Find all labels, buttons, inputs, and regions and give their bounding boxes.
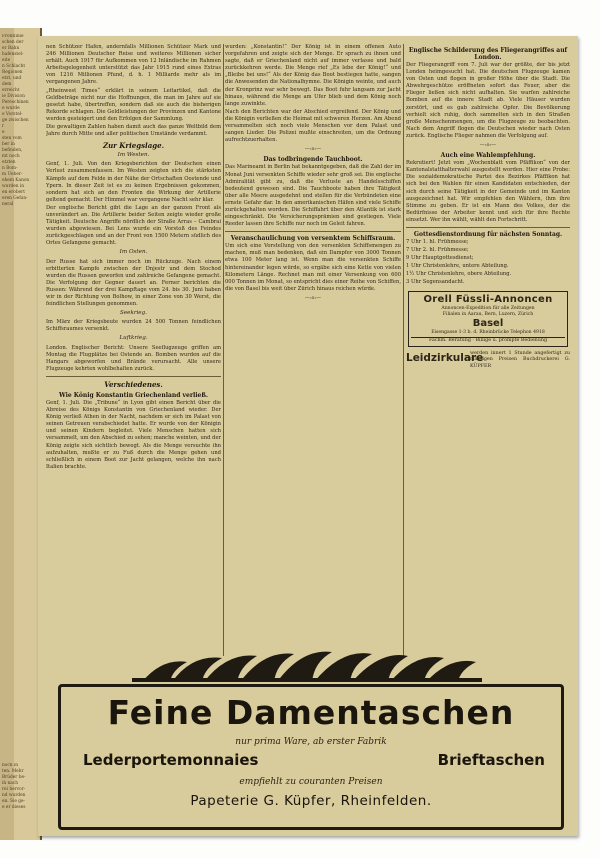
text-paragraph: Genf, 1. Juli. Die „Tribune“ in Lyon gibt einen Bericht über die Abreise des Königs Konstantin von Griechenland wieder. Der König verließ Athen in der Nacht, nachdem er sich im Palast von seinen Getreuen verabschiedet hatte. Er wurde von der Königin und seinen Kindern begleitet. Viele Menschen hatten sich versammelt, um den Abschied zu sehen; manche weinten, und der König zeigte sich sichtlich bewegt. Als die Menge versuchte ihn aufzuhalten, mußte er zu Fuß durch die Menge gehen und schließlich in einem Boot zur Jacht gelangen, welche ihn nach Italien brachte. [46, 399, 221, 470]
ad-product-right: Brieftaschen [437, 751, 545, 769]
text-paragraph: „Rheinwest Times“ erklärt in seinem Leitartikel, daß die Geldbeträge nicht nur die Hoffnungen, die man im Jahre auf sie gesetzt habe, übertreffen, sondern daß sie auch die bisherigen Rekorde schlagen. Die Geldleistungen der Provinzen und Kantone werden gesteigert und den Erfolgen der Sammlung. [46, 87, 221, 122]
arch-ornament [52, 648, 564, 682]
spine-line: erreicht [2, 88, 20, 93]
ad-line: Filialen in Aarau, Bern, Luzern, Zürich [442, 311, 534, 317]
spine-line: rei hervor- [2, 787, 26, 792]
spine-line: en erobert [2, 190, 25, 195]
binding-spine [0, 28, 42, 840]
service-list [406, 239, 570, 287]
ad-address: Eisengasse 1-3 b. d. Rheinbrücke Telephon 4918 [431, 329, 545, 335]
spine-line: befinden, [2, 148, 23, 153]
ad-frame [58, 684, 564, 830]
leidzirkulare-title: Leidzirkulare [406, 351, 484, 364]
text-paragraph: Der englische Bericht gibt die Lage an der ganzen Front als unverändert an. Die Artillerie beider Seiten zeigte wieder große Tätigkeit. Deutsche Angriffe nördlich der Straße Arras – Cambrai wurden abgewiesen. Bei Lens wurde ein Vorstoß des Feindes zurückgeschlagen und an der Front von 1500 Metern südlich des Ortes Gefangene gemacht. [46, 204, 221, 247]
spine-line: er Bahn [2, 46, 20, 51]
spine-line: hafenstel- [2, 52, 24, 57]
ad-tagline: empfiehlt zu couranten Preisen [239, 777, 383, 787]
spine-text-top [2, 34, 38, 208]
spine-line: n Bom- [2, 166, 18, 171]
spine-line: m Ueber- [2, 172, 23, 177]
spine-line: etzten [2, 160, 16, 165]
leidzirkulare-text: werden innert 1 Stunde angefertigt zu mässigen Preisen Buchdruckerei G. KÜPFER [470, 350, 570, 369]
spine-line: ih nach [2, 781, 19, 786]
spine-line: etzt, und [2, 76, 22, 81]
ad-title: Feine Damentaschen [107, 693, 515, 732]
subheading: Im Westen. [117, 152, 150, 159]
text-paragraph: Der Fliegerangriff vom 7. Juli war der größte, der bis jetzt Londen heimgesucht hat. Die deutschen Flugzeuge kamen von Osten und flogen in großer Höhe über die Stadt. Die Abwehrgeschütze eröffneten sofort das Feuer, aber die Flieger ließen sich nicht aufhalten. Sie warfen zahlreiche Bomben auf die innere Stadt ab. Viele Häuser wurden zerstört, und es gab zahlreiche Opfer. Die Bevölkerung verhielt sich ruhig, doch sammelten sich in den Straßen große Menschenmengen, um die Flugzeuge zu beobachten. Nach dem Angriff flogen die Deutschen wieder nach Osten zurück. Englische Flieger nahmen die Verfolgung auf. [406, 62, 570, 139]
spine-line: ber in [2, 142, 15, 147]
column-rule [403, 44, 404, 656]
column-3 [406, 44, 570, 656]
separator: —:o:— [304, 294, 322, 301]
text-paragraph: Der Russe hat sich immer noch im Rückzuge. Nach einem erbitterten Kampfe zwischen der Dnjestr und dem Stochod wurden die Russen geworfen und zahlreiche Gefangene gemacht. Die Verfolgung der Gegner dauert an. Ferner berichten die Russen: Während der drei Kampftage vom 24. bis 30. Juni haben wir in der Richtung von Bolhow, in einer Zone von 30 Werst, die feindlichen Stellungen genommen. [46, 258, 221, 308]
divider [406, 227, 570, 228]
ad-heading: Orell Füssli-Annoncen [423, 293, 553, 305]
spine-line: eite [2, 58, 11, 63]
column-1 [46, 44, 221, 656]
divider [46, 376, 221, 377]
column-2 [225, 44, 401, 656]
ad-product-left: Lederportemonnaies [83, 751, 259, 769]
spine-line: e er dieses [2, 805, 26, 810]
service-item: 1 Uhr Christenlehre, untere Abteilung. [406, 263, 509, 270]
spine-line: ten. Mehr [2, 769, 24, 774]
spine-line: neral [2, 202, 14, 207]
spine-line: Brüder be- [2, 775, 26, 780]
text-paragraph: London. Englischer Bericht: Unsere Seeflugzeuge griffen am Montag die Flugplätze bei Ostende an. Bomben wurden auf die Hangars abgeworfen und Brände verursacht. Alle unsere Flugzeuge kehrten wohlbehalten zurück. [46, 344, 221, 372]
separator: —:o:— [304, 146, 322, 153]
spine-line: nd wurden [2, 793, 26, 798]
page-columns [46, 44, 570, 656]
leidzirkulare-ad [406, 351, 570, 377]
spine-line: sten vom [2, 136, 22, 141]
text-paragraph: Die gewaltigen Zahlen haben damit auch das ganze Weltbild dem Jahre durch Mitte und aller politischen Umstände verdammt. [46, 124, 221, 138]
column-rule [223, 44, 224, 656]
newspaper-page [38, 36, 578, 836]
spine-line: e wurde [2, 106, 20, 111]
spine-line: en. Sie ge- [2, 799, 26, 804]
spine-text-bottom [2, 763, 38, 811]
spine-line: ge zwischen [2, 118, 29, 123]
spine-line: hoch in [2, 763, 19, 768]
article-heading: Auch eine Wahlempfehlung. [440, 152, 536, 160]
spine-line: Regionen [2, 70, 23, 75]
spine-line: eren Gefan- [2, 196, 28, 201]
damentaschen-ad [52, 648, 564, 832]
spine-line: mt noch [2, 154, 20, 159]
ad-subtitle: nur prima Ware, ab erster Fabrik [235, 737, 387, 747]
article-heading: Wie König Konstantin Griechenland verließ. [58, 391, 209, 399]
article-heading: Englische Schilderung des Fliegerangriffes auf London. [408, 47, 568, 61]
spine-line: e Vorstel- [2, 112, 23, 117]
ad-line: Annoncen-Expedition für alle Zeitungen [441, 305, 535, 311]
text-paragraph: nen Schützer Hafen, andernfalls Millionen Schützer Mark und 246 Millionen Deutscher Reise und weiteres Millionen sicher erhält. Auch 1917 für Aufkommen von 12 Inländische im Rahmen Arbeitsgelegenheit unterstützt das Jahr 1915 rund eines Extras von 1216 Millionen Pfund, d. h. 1 Milliarde mehr als im vergangenen Jahre. [46, 44, 221, 86]
spine-line: ie Division [2, 94, 25, 99]
article-heading: Das todbringende Tauchboot. [263, 156, 363, 164]
spine-line: e [2, 130, 5, 135]
subheading: Im Osten. [119, 249, 148, 256]
subheading: Luftkrieg. [119, 335, 148, 342]
service-item: 7 Uhr 2. hl. Frühmesse; [406, 247, 469, 254]
section-heading: Verschiedenes. [104, 379, 163, 389]
service-item: 1½ Uhr Christenlehre, obere Abteilung. [406, 271, 512, 278]
text-paragraph: wurden: „Konstantin!“ Der König ist in einem offenen Auto vorgefahren und zeigte sich der Menge. Er sprach zu ihnen und sagte, daß er Griechenland nicht auf immer verlasse und bald zurückkehren werde. Die Menge rief „Es lebe der König!“ und „Bleibe bei uns!“ Als der König das Boot bestiegen hatte, sangen die Anwesenden die Nationalhymne. Die Königin weinte, und auch der Kronprinz war sehr bewegt. Das Boot fuhr langsam zur Jacht hinaus, während die Menge am Ufer blieb und dem König noch lange zuwinkte. [225, 44, 401, 107]
separator: —:o:— [479, 142, 497, 149]
service-item: 9 Uhr Hauptgottesdienst; [406, 255, 474, 262]
service-item: 7 Uhr 1. hl. Frühmesse; [406, 238, 469, 245]
article-heading: Gottesdienstordnung für nächsten Sonntag. [413, 230, 563, 238]
spine-line: ehem Kanon [2, 178, 30, 183]
spine-line: n Schlacht [2, 64, 26, 69]
text-paragraph: Nach den Berichten war der Abschied ergreifend. Der König und die Königin verließen die Heimat mit schweren Herzen. Am Abend versammelten sich noch viele Menschen vor dem Palast und sangen Lieder. Die Polizei mußte einschreiten, um die Ordnung aufrechtzuerhalten. [225, 108, 401, 144]
ad-footer: Fachm. Beratung · Billige u. prompte Bedienung [411, 337, 565, 344]
spine-line: dem [2, 82, 12, 87]
divider [225, 231, 401, 232]
ad-city: Basel [472, 317, 504, 329]
text-paragraph: Im März der Kriegsbeute wurden 24 500 Tonnen feindlichen Schiffsraumes versenkt. [46, 319, 221, 333]
spine-line: Frontlinie [2, 34, 24, 39]
spine-line: wurden in [2, 184, 25, 189]
article-heading: Veranschaulichung von versenktem Schiffsraum. [230, 235, 396, 243]
text-paragraph: Das Marineamt in Berlin hat bekanntgegeben, daß die Zahl der im Monat Juni versenkten Schiffe wieder sehr groß sei. Die englische Admiralität gibt zu, daß die Verluste an Handelsschiffen bedeutend gewesen sind. Die Tauchboote haben ihre Tätigkeit über alle Meere ausgedehnt und stellen für die Verbündeten eine ernste Gefahr dar. In den amerikanischen Häfen sind viele Schiffe zurückgehalten worden. Die Schiffahrt über den Atlantik ist stark eingeschränkt. Die Versicherungsprämien sind gestiegen. Viele Reeder lassen ihre Schiffe nur noch im Geleit fahren. [225, 164, 401, 228]
ad-shop-name: Papeterie G. Küpfer, Rheinfelden. [190, 793, 432, 809]
service-item: 3 Uhr Segensandacht. [406, 279, 465, 286]
orell-fuessli-ad [408, 291, 568, 347]
spine-line: schen der [2, 40, 24, 45]
text-paragraph: Genf, 1. Juli. Von den Kriegsberichten der Deutschen einen Verlust zusammenfassen. Im Westen zeigten sich die stärksten Kämpfe auf dem Felde in der Nähe der Ortschaften Oostende und Ypern. In dieser Zeit ist es zu keinen Ergebnissen gekommen, sondern hat sich an den Fronten die Wirkung der Artillerie geltend gemacht. Der Himmel war vergangene Nacht sehr klar. [46, 161, 221, 203]
spine-line: Pereschinen [2, 100, 29, 105]
section-heading: Zur Kriegslage. [102, 141, 165, 151]
subheading: Seekrieg. [120, 310, 147, 317]
text-paragraph: Um sich eine Vorstellung von den versenkten Schiffsmengen zu machen, muß man bedenken, daß ein Dampfer von 3000 Tonnen etwa 100 Meter lang ist. Wenn man die versenkten Schiffe hintereinander legen würde, so ergäbe sich eine Kette von vielen Kilometern Länge. Rechnet man mit einer Versenkung von 600 000 Tonnen im Monat, so entspricht dies einer Reihe von Schiffen, die von Basel bis weit über Zürich hinaus reichen würde. [225, 243, 401, 292]
text-paragraph: Rekrutiert! Jetzt vom „Wochenblatt vom Pfäffikon“ von der Kantonalstatthalterwahl ausgestellt worden. Hier eine Probe: Die sozialdemokratische Partei des Bezirkes Pfäffikon hat sich bei den Wahlen für einen Kandidaten entschieden, der sich durch seine Tätigkeit in der Gemeinde und im Kanton ausgezeichnet hat. Wir empfehlen den Wählern, ihm ihre Stimme zu geben. Er ist ein Mann des Volkes, der die Bedürfnisse der Arbeiter kennt und sich für ihre Rechte einsetzt. Wer ihn wählt, wählt den Fortschritt. [406, 160, 570, 223]
spine-line: r [2, 124, 5, 129]
